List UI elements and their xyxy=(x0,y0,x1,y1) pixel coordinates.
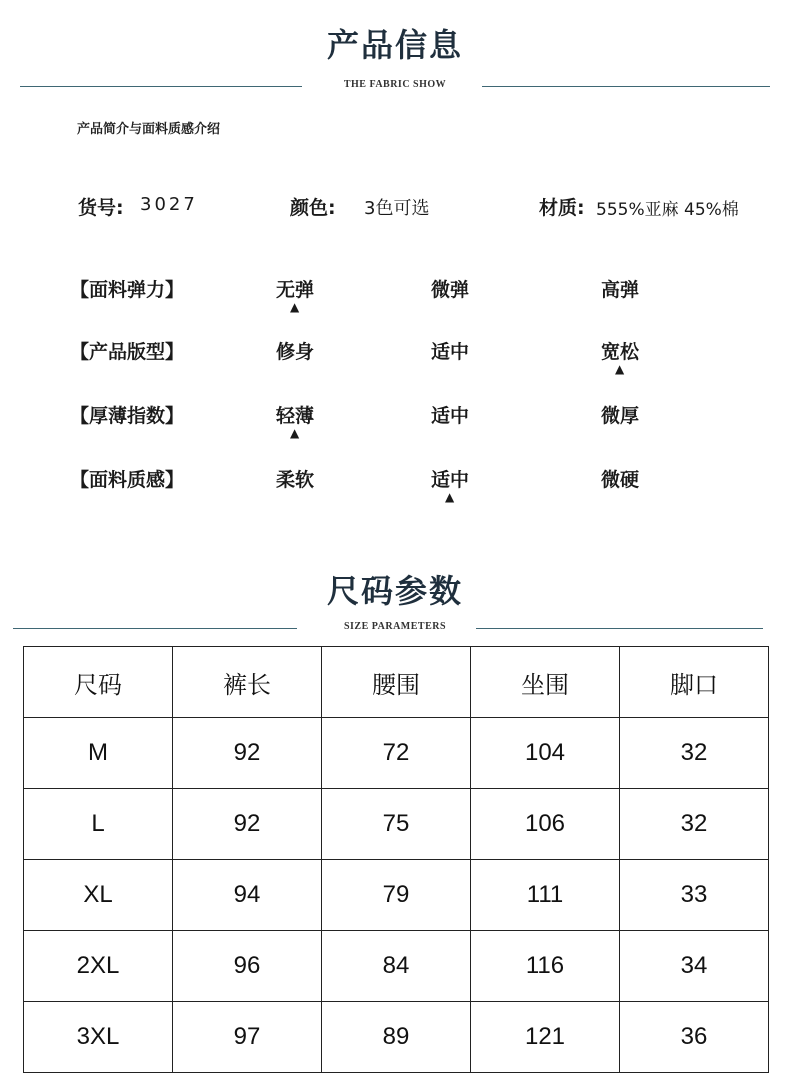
attribute-option: 宽松 xyxy=(601,341,640,363)
cell-hem: 32 xyxy=(620,718,769,789)
attribute-option: 微厚 xyxy=(601,405,640,427)
color-label: 颜色: xyxy=(290,197,336,219)
cell-hem: 33 xyxy=(620,860,769,931)
attribute-option: 微弹 xyxy=(431,279,470,301)
header-hem: 脚口 xyxy=(620,647,769,718)
cell-hem: 32 xyxy=(620,789,769,860)
size-params-title: 尺码参数 xyxy=(326,572,463,610)
item-no-value: 3027 xyxy=(140,194,198,215)
attribute-option: 适中 xyxy=(431,469,470,491)
table-row xyxy=(24,1002,769,1073)
attribute-label: 【面料弹力】 xyxy=(70,279,185,301)
size-params-subtitle: SIZE PARAMETERS xyxy=(343,621,447,632)
product-intro-text: 产品简介与面料质感介绍 xyxy=(77,122,221,137)
attribute-label: 【面料质感】 xyxy=(70,469,185,491)
attribute-option: 微硬 xyxy=(601,469,640,491)
cell-waist: 84 xyxy=(322,931,471,1002)
attribute-option: 适中 xyxy=(431,405,470,427)
selected-marker-icon: ▲ xyxy=(290,300,300,314)
attribute-option: 无弹 xyxy=(276,279,315,301)
cell-pants-length: 94 xyxy=(173,860,322,931)
attribute-option: 适中 xyxy=(431,341,470,363)
attribute-option: 修身 xyxy=(276,341,315,363)
cell-size: XL xyxy=(24,860,173,931)
cell-pants-length: 96 xyxy=(173,931,322,1002)
size-table xyxy=(23,646,769,1073)
attribute-label: 【产品版型】 xyxy=(70,341,185,363)
header-waist: 腰围 xyxy=(322,647,471,718)
cell-waist: 72 xyxy=(322,718,471,789)
cell-hip: 106 xyxy=(471,789,620,860)
cell-waist: 79 xyxy=(322,860,471,931)
selected-marker-icon: ▲ xyxy=(290,426,300,440)
selected-marker-icon: ▲ xyxy=(445,490,455,504)
attribute-option: 轻薄 xyxy=(276,405,315,427)
cell-waist: 89 xyxy=(322,1002,471,1073)
cell-pants-length: 97 xyxy=(173,1002,322,1073)
cell-hip: 116 xyxy=(471,931,620,1002)
material-label: 材质: xyxy=(539,197,585,219)
divider-right xyxy=(482,86,770,87)
cell-size: 2XL xyxy=(24,931,173,1002)
cell-size: L xyxy=(24,789,173,860)
color-value: 3色可选 xyxy=(364,198,430,219)
table-row xyxy=(24,789,769,860)
cell-size: M xyxy=(24,718,173,789)
size-divider-right xyxy=(476,628,763,629)
attribute-label: 【厚薄指数】 xyxy=(70,405,185,427)
attribute-option: 高弹 xyxy=(601,279,640,301)
cell-hem: 34 xyxy=(620,931,769,1002)
cell-hip: 104 xyxy=(471,718,620,789)
header-size: 尺码 xyxy=(24,647,173,718)
product-info-title: 产品信息 xyxy=(326,26,463,64)
header-hip: 坐围 xyxy=(471,647,620,718)
selected-marker-icon: ▲ xyxy=(615,362,625,376)
product-info-subtitle: THE FABRIC SHOW xyxy=(343,79,447,90)
table-row xyxy=(24,718,769,789)
cell-pants-length: 92 xyxy=(173,789,322,860)
attribute-option: 柔软 xyxy=(276,469,315,491)
table-row xyxy=(24,860,769,931)
cell-size: 3XL xyxy=(24,1002,173,1073)
table-row xyxy=(24,931,769,1002)
cell-pants-length: 92 xyxy=(173,718,322,789)
cell-waist: 75 xyxy=(322,789,471,860)
header-pants-length: 裤长 xyxy=(173,647,322,718)
cell-hip: 111 xyxy=(471,860,620,931)
size-table-header-row xyxy=(24,647,769,718)
material-value: 555%亚麻 45%棉 xyxy=(596,200,739,220)
cell-hip: 121 xyxy=(471,1002,620,1073)
item-no-label: 货号: xyxy=(78,197,124,219)
cell-hem: 36 xyxy=(620,1002,769,1073)
